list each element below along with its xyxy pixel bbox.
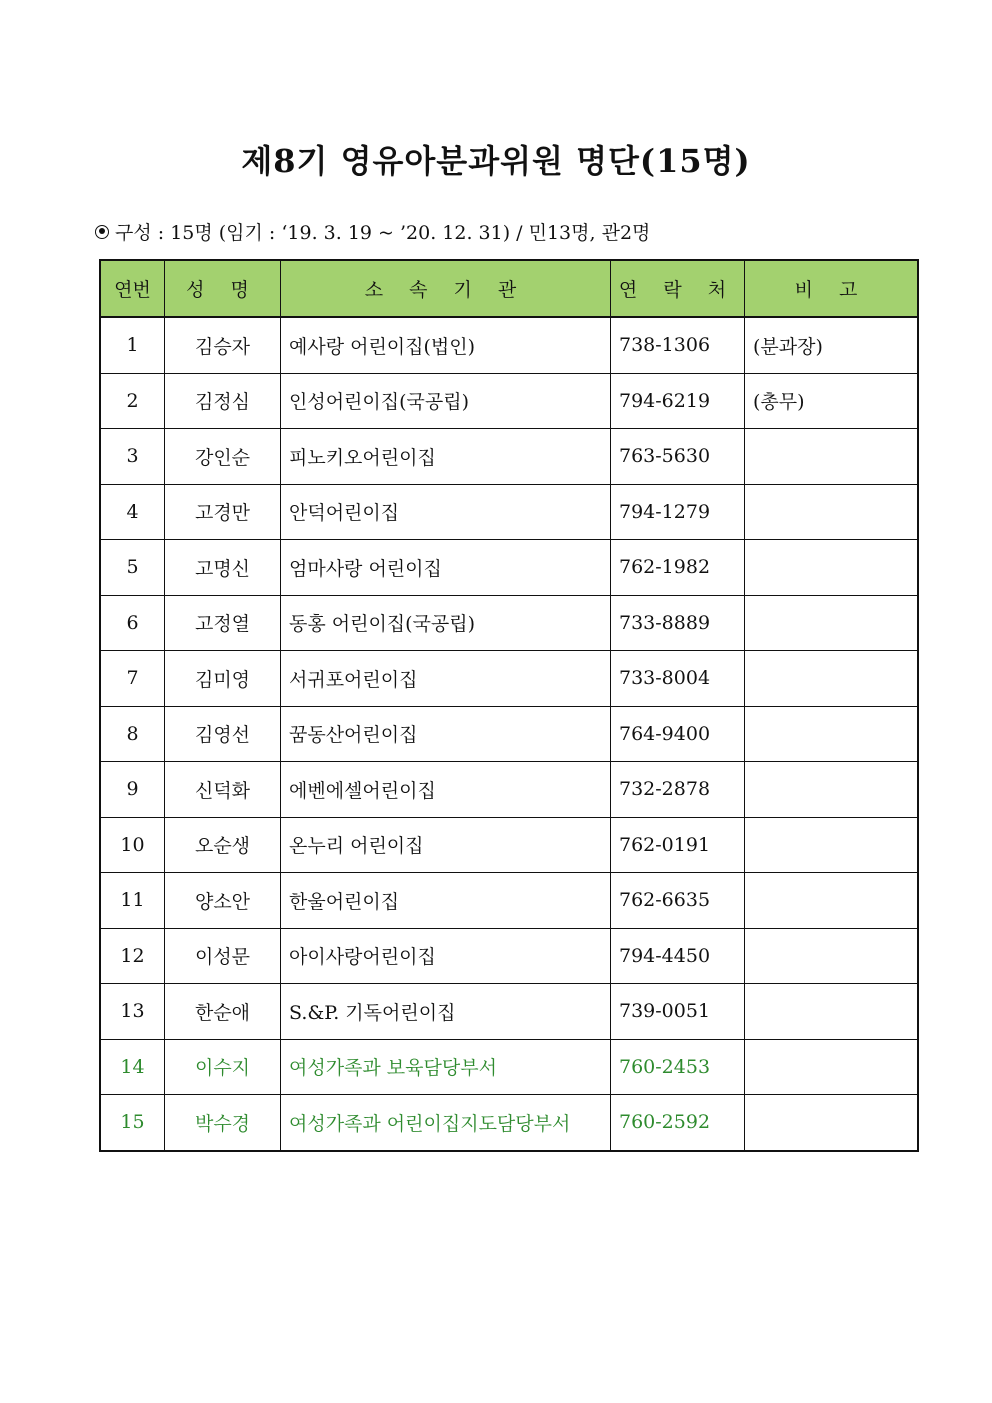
table-row	[100, 873, 918, 929]
row-tel: 739-0051	[611, 984, 745, 1040]
row-org: 꿈동산어린이집	[281, 706, 611, 762]
table-row	[100, 762, 918, 818]
row-note: (분과장)	[745, 317, 919, 373]
header-org: 소 속 기 관	[281, 260, 611, 317]
row-note	[745, 1039, 919, 1095]
row-tel: 762-1982	[611, 540, 745, 596]
table-row	[100, 984, 918, 1040]
row-name: 고명신	[165, 540, 281, 596]
row-name: 이수지	[165, 1039, 281, 1095]
row-name: 김정심	[165, 373, 281, 429]
row-tel: 794-6219	[611, 373, 745, 429]
row-org: 한울어린이집	[281, 873, 611, 929]
row-no: 3	[100, 429, 165, 485]
row-name: 김미영	[165, 651, 281, 707]
row-tel: 738-1306	[611, 317, 745, 373]
row-org: 엄마사랑 어린이집	[281, 540, 611, 596]
table-row	[100, 429, 918, 485]
row-tel: 733-8889	[611, 595, 745, 651]
row-org: S.&P. 기독어린이집	[281, 984, 611, 1040]
row-name: 박수경	[165, 1095, 281, 1151]
member-table	[99, 259, 919, 1152]
row-no: 8	[100, 706, 165, 762]
row-tel: 762-0191	[611, 817, 745, 873]
row-note	[745, 1095, 919, 1151]
row-org: 인성어린이집(국공립)	[281, 373, 611, 429]
row-no: 10	[100, 817, 165, 873]
row-note	[745, 651, 919, 707]
row-tel: 794-4450	[611, 928, 745, 984]
table-row	[100, 928, 918, 984]
row-name: 김승자	[165, 317, 281, 373]
row-org: 서귀포어린이집	[281, 651, 611, 707]
row-tel: 764-9400	[611, 706, 745, 762]
header-name: 성 명	[165, 260, 281, 317]
row-org: 온누리 어린이집	[281, 817, 611, 873]
row-tel: 760-2592	[611, 1095, 745, 1151]
table-row	[100, 706, 918, 762]
row-name: 양소안	[165, 873, 281, 929]
row-note	[745, 928, 919, 984]
row-no: 7	[100, 651, 165, 707]
table-header-row	[100, 260, 918, 317]
row-note	[745, 762, 919, 818]
row-no: 14	[100, 1039, 165, 1095]
row-tel: 762-6635	[611, 873, 745, 929]
row-org: 아이사랑어린이집	[281, 928, 611, 984]
row-name: 김영선	[165, 706, 281, 762]
row-org: 에벤에셀어린이집	[281, 762, 611, 818]
row-tel: 732-2878	[611, 762, 745, 818]
row-no: 1	[100, 317, 165, 373]
row-note	[745, 817, 919, 873]
table-row	[100, 317, 918, 373]
table-row	[100, 817, 918, 873]
table-row	[100, 595, 918, 651]
row-no: 5	[100, 540, 165, 596]
row-org: 동홍 어린이집(국공립)	[281, 595, 611, 651]
row-tel: 733-8004	[611, 651, 745, 707]
row-tel: 794-1279	[611, 484, 745, 540]
row-name: 한순애	[165, 984, 281, 1040]
table-row	[100, 373, 918, 429]
summary-line	[95, 218, 650, 245]
row-org: 여성가족과 보육담당부서	[281, 1039, 611, 1095]
row-name: 오순생	[165, 817, 281, 873]
row-name: 이성문	[165, 928, 281, 984]
row-note	[745, 429, 919, 485]
row-org: 예사랑 어린이집(법인)	[281, 317, 611, 373]
row-note	[745, 873, 919, 929]
row-org: 여성가족과 어린이집지도담당부서	[281, 1095, 611, 1151]
row-tel: 760-2453	[611, 1039, 745, 1095]
header-note: 비 고	[745, 260, 919, 317]
row-org: 피노키오어린이집	[281, 429, 611, 485]
row-no: 11	[100, 873, 165, 929]
row-note	[745, 706, 919, 762]
summary-text: 구성 : 15명 (임기 : ‘19. 3. 19 ~ ’20. 12. 31) / 민13명, 관2명	[115, 222, 651, 244]
header-tel: 연 락 처	[611, 260, 745, 317]
row-no: 15	[100, 1095, 165, 1151]
row-org: 안덕어린이집	[281, 484, 611, 540]
table-row	[100, 484, 918, 540]
row-note	[745, 484, 919, 540]
table-row	[100, 1095, 918, 1151]
row-no: 4	[100, 484, 165, 540]
row-name: 강인순	[165, 429, 281, 485]
row-note	[745, 984, 919, 1040]
row-no: 13	[100, 984, 165, 1040]
row-note	[745, 540, 919, 596]
row-no: 9	[100, 762, 165, 818]
row-no: 6	[100, 595, 165, 651]
row-note: (총무)	[745, 373, 919, 429]
table-row	[100, 1039, 918, 1095]
row-no: 12	[100, 928, 165, 984]
table-row	[100, 540, 918, 596]
radio-bullet-icon	[95, 225, 109, 239]
header-no: 연번	[100, 260, 165, 317]
row-name: 신덕화	[165, 762, 281, 818]
row-note	[745, 595, 919, 651]
row-name: 고정열	[165, 595, 281, 651]
row-name: 고경만	[165, 484, 281, 540]
row-tel: 763-5630	[611, 429, 745, 485]
table-row	[100, 651, 918, 707]
page-title: 제8기 영유아분과위원 명단(15명)	[241, 142, 751, 180]
row-no: 2	[100, 373, 165, 429]
